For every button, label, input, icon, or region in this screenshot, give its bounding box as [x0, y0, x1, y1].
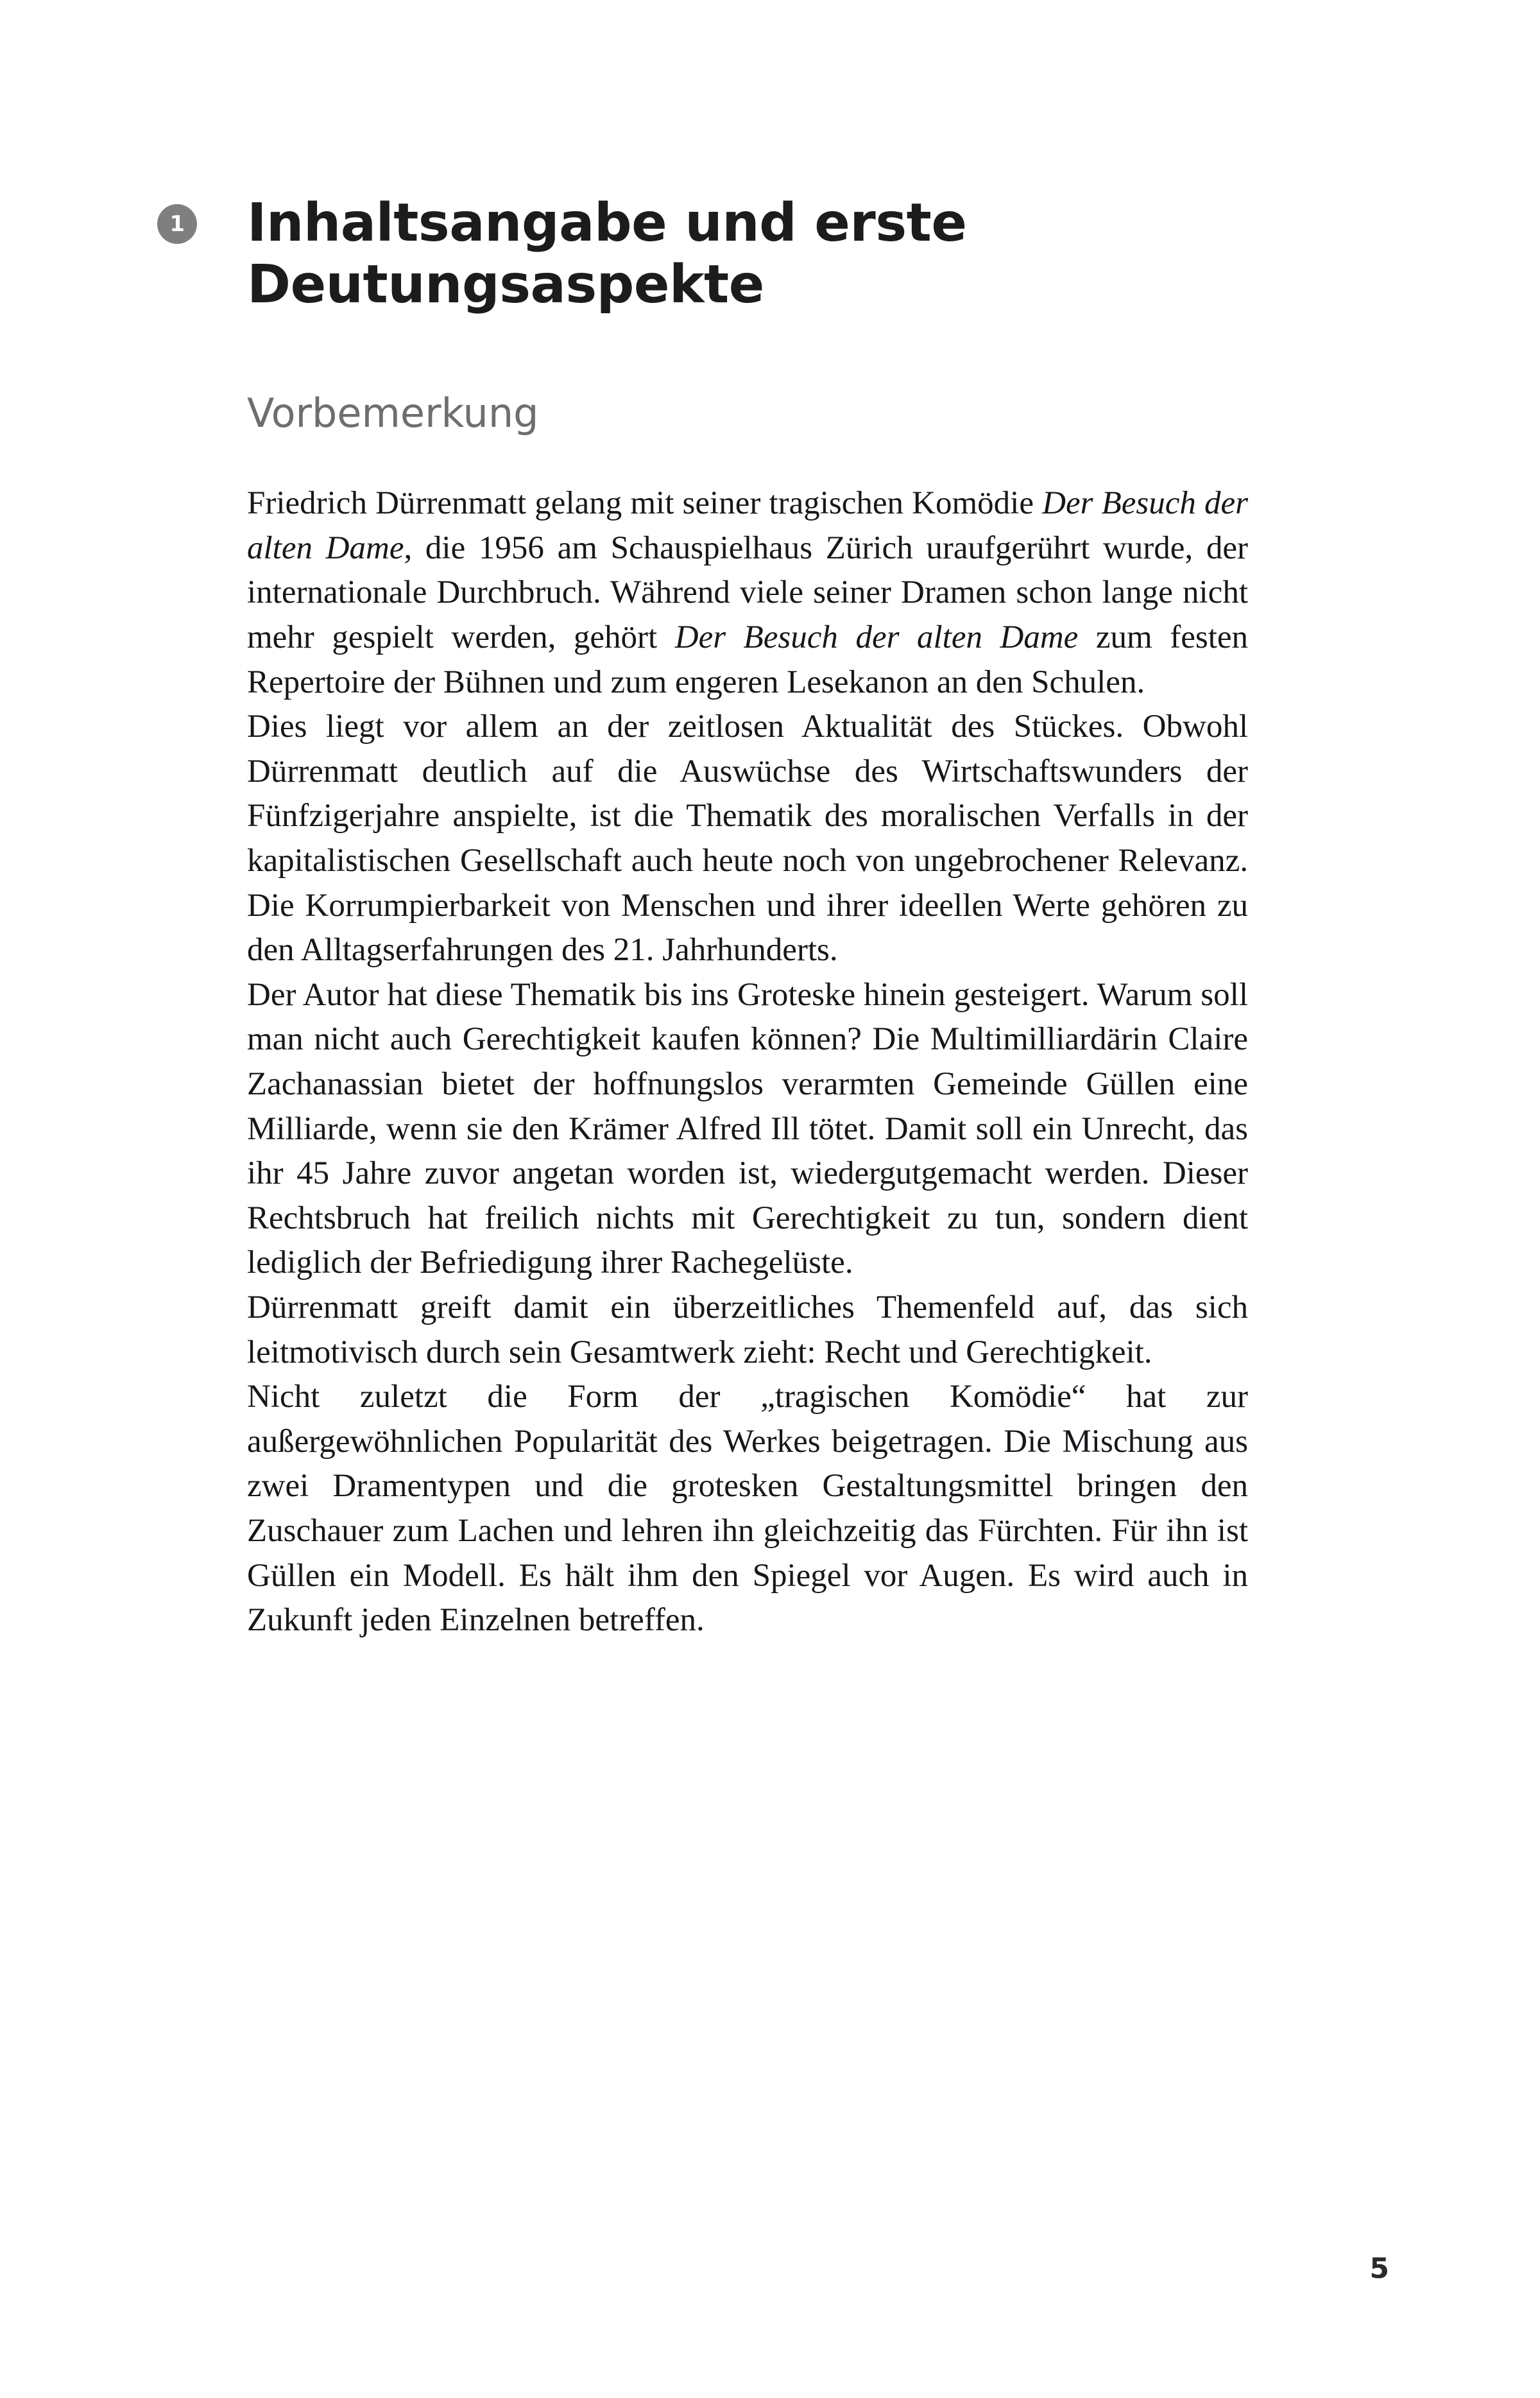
body-text	[247, 481, 1248, 1643]
page-number: 5	[1369, 2252, 1389, 2285]
chapter-number-badge: 1	[157, 204, 197, 244]
italic-title: Der Besuch der alten Dame	[247, 485, 1248, 566]
chapter-title-line-1: Inhaltsangabe und erste	[247, 193, 967, 254]
paragraph-1: Friedrich Dürrenmatt gelang mit seiner tragischen Komödie Der Besuch der alten Dame, die 1956 am Schauspielhaus Zürich uraufgerührt wurde, der internationale Durchbruch. Während viele seiner Dramen schon lange nicht mehr gespielt werden, gehört Der Besuch der alten Dame zum festen Repertoire der Bühnen und zum engeren Lesekanon an den Schulen.	[247, 485, 1249, 700]
paragraph-4: Dürrenmatt greift damit ein überzeitliches Themenfeld auf, das sich leitmotivisch durch sein Gesamtwerk zieht: Recht und Gerechtigkeit.	[247, 1290, 1248, 1370]
paragraph-2: Dies liegt vor allem an der zeitlosen Aktualität des Stückes. Obwohl Dürrenmatt deutlich auf die Auswüchse des Wirtschaftswunders der Fünfzigerjahre anspielte, ist die Thematik des moralischen Verfalls in der kapitalistischen Gesellschaft auch heute noch von ungebrochener Relevanz. Die Korrumpierbarkeit von Menschen und ihrer ideellen Werte gehören zu den Alltagserfahrungen des 21. Jahrhunderts.	[247, 709, 1248, 969]
paragraph-5: Nicht zuletzt die Form der „tragischen Komödie“ hat zur außergewöhnlichen Popularität des Werkes beigetragen. Die Mischung aus zwei Dramentypen und die grotesken Gestaltungsmittel bringen den Zuschauer zum Lachen und lehren ihn gleichzeitig das Fürchten. Für ihn ist Güllen ein Modell. Es hält ihm den Spiegel vor Augen. Es wird auch in Zukunft jeden Einzelnen betreffen.	[247, 1379, 1248, 1639]
chapter-title-line-2: Deutungsaspekte	[247, 254, 764, 315]
chapter-heading	[151, 193, 1238, 316]
italic-title: Der Besuch der alten Dame	[674, 619, 1079, 655]
section-heading: Vorbemerkung	[247, 389, 539, 436]
paragraph-3: Der Autor hat diese Thematik bis ins Groteske hinein gesteigert. Warum soll man nicht auch Gerechtigkeit kaufen können? Die Multimilliardärin Claire Zachanassian bietet der hoffnungslos verarmten Gemeinde Güllen eine Milliarde, wenn sie den Krämer Alfred Ill tötet. Damit soll ein Unrecht, das ihr 45 Jahre zuvor angetan worden ist, wiedergutgemacht werden. Dieser Rechtsbruch hat freilich nichts mit Gerechtigkeit zu tun, sondern dient lediglich der Befriedigung ihrer Rachegelüste.	[247, 976, 1248, 1281]
